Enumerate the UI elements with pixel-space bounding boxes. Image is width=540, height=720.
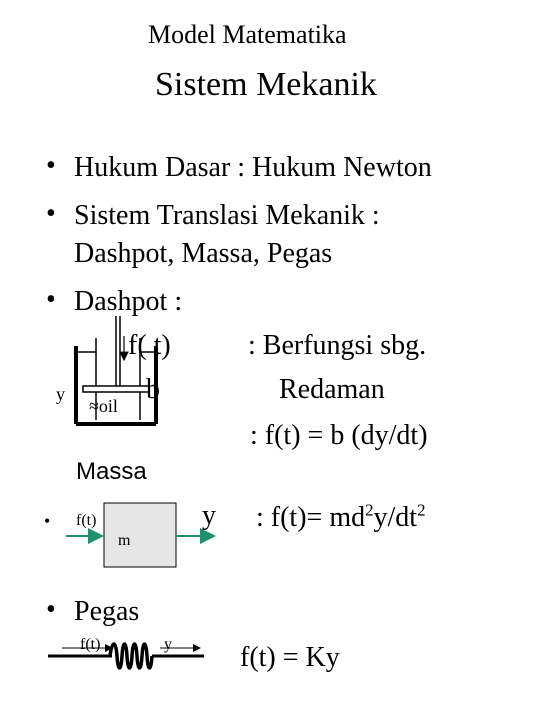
bullet-text: Hukum Dasar : Hukum Newton [74, 152, 432, 183]
bullet-text: Dashpot : [74, 286, 183, 317]
bullet-marker: • [46, 198, 56, 229]
mass-heading: Massa [76, 458, 147, 485]
dashpot-force-label: f( t) [128, 330, 171, 361]
bullet-marker: • [44, 511, 51, 531]
spring-diagram [48, 644, 204, 668]
bullet-marker: • [46, 150, 56, 181]
bullet-text: Sistem Translasi Mekanik : [74, 200, 380, 231]
spring-heading: Pegas [74, 596, 140, 627]
spring-equation: f(t) = Ky [240, 642, 340, 673]
page-title: Model Matematika [148, 20, 347, 49]
mass-force-label: f(t) [76, 512, 97, 529]
mass-equation: : $f(t)= md^2y/dt^2$ [256, 500, 426, 533]
mass-label: m [118, 532, 131, 549]
dashpot-damping-label: b [146, 374, 160, 405]
dashpot-description: : Berfungsi sbg. [248, 330, 427, 361]
page-subtitle: Sistem Mekanik [155, 66, 377, 103]
dashpot-oil-label: ≈oil [89, 396, 118, 416]
bullet-marker: • [46, 284, 56, 315]
spring-displacement-label: y [164, 636, 172, 653]
spring-force-label: f(t) [80, 636, 101, 653]
bullet-marker: • [46, 594, 56, 625]
dashpot-equation: : f(t) = b (dy/dt) [250, 420, 428, 451]
dashpot-description: Redaman [279, 374, 385, 405]
bullet-text: Dashpot, Massa, Pegas [74, 238, 333, 269]
dashpot-displacement-label: y [56, 384, 65, 404]
mass-displacement-label: y [202, 500, 216, 531]
